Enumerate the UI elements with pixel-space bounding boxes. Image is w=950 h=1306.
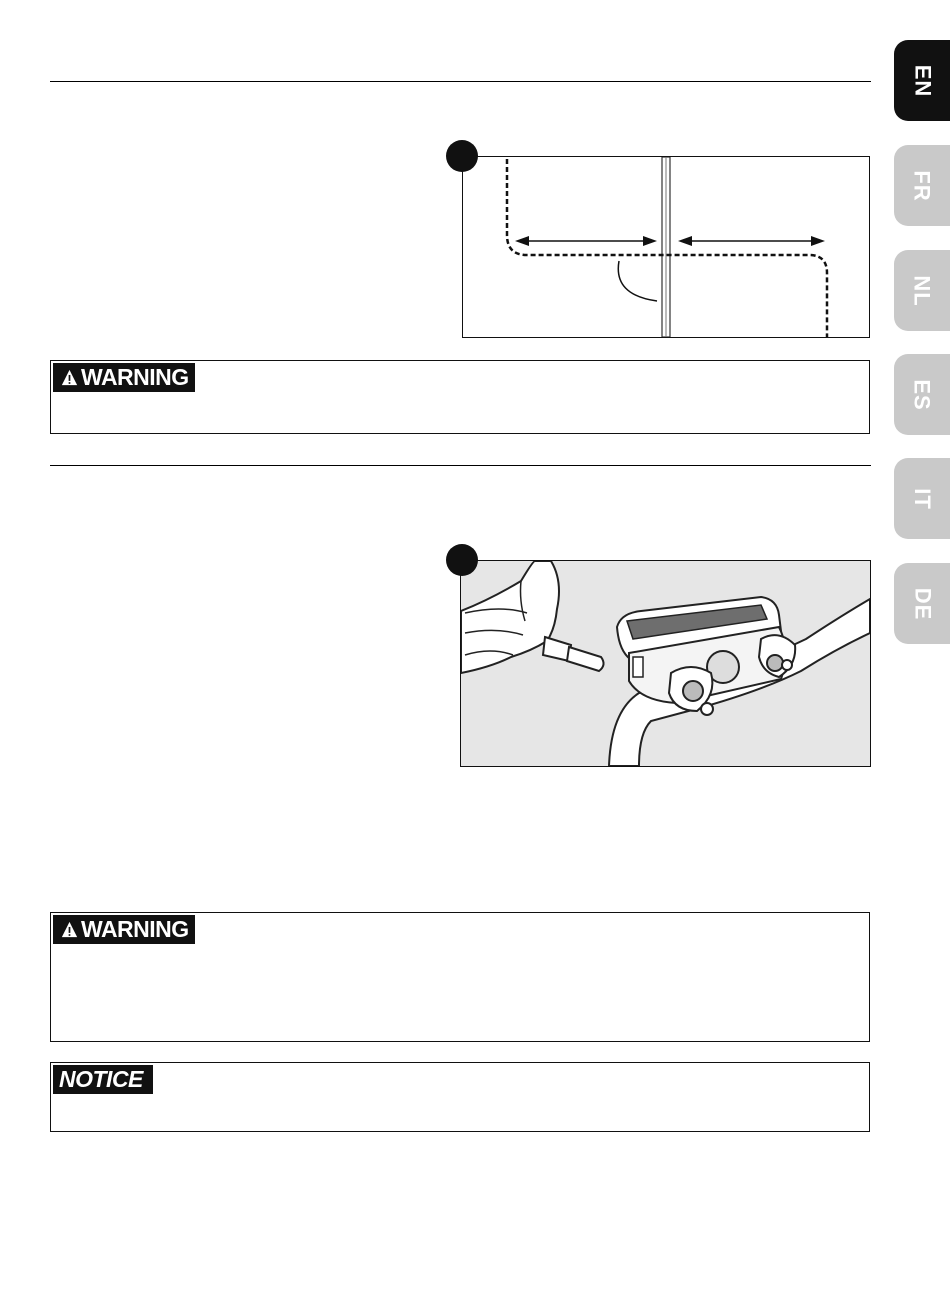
warning-triangle-icon <box>61 369 78 386</box>
tab-de[interactable]: DE <box>894 563 950 644</box>
tab-es[interactable]: ES <box>894 354 950 435</box>
receiver-port <box>633 657 643 677</box>
notice-badge <box>53 1065 153 1094</box>
arrowhead-left-b <box>643 236 657 246</box>
contact-tip-left <box>701 703 713 715</box>
arrowhead-right-b <box>811 236 825 246</box>
contact-point-right <box>767 655 783 671</box>
language-tabs <box>894 0 950 700</box>
warning-box-1 <box>50 360 870 434</box>
section-divider-top <box>50 81 871 82</box>
tab-nl[interactable]: NL <box>894 250 950 331</box>
warning-label-2: WARNING <box>81 916 189 942</box>
contact-point-left <box>683 681 703 701</box>
warning-triangle-icon <box>61 921 78 938</box>
figure-1-number-circle <box>446 140 478 172</box>
warning-box-2 <box>50 912 870 1042</box>
callout-curve <box>618 261 657 301</box>
boundary-diagram-svg <box>463 157 869 337</box>
tab-en[interactable]: EN <box>894 40 950 121</box>
warning-label-1: WARNING <box>81 364 189 390</box>
tab-fr[interactable]: FR <box>894 145 950 226</box>
figure-2-number-circle <box>446 544 478 576</box>
warning-badge-1 <box>53 363 195 392</box>
boundary-diagram <box>462 156 870 338</box>
arrowhead-left-a <box>515 236 529 246</box>
tab-it[interactable]: IT <box>894 458 950 539</box>
collar-adjustment-illustration <box>460 560 871 767</box>
warning-badge-2 <box>53 915 195 944</box>
tool-bit <box>567 647 604 671</box>
arrowhead-right-a <box>678 236 692 246</box>
collar-illustration-svg <box>461 561 870 766</box>
contact-tip-right <box>782 660 792 670</box>
section-divider-middle <box>50 465 871 466</box>
notice-label: NOTICE <box>59 1066 143 1092</box>
notice-box <box>50 1062 870 1132</box>
